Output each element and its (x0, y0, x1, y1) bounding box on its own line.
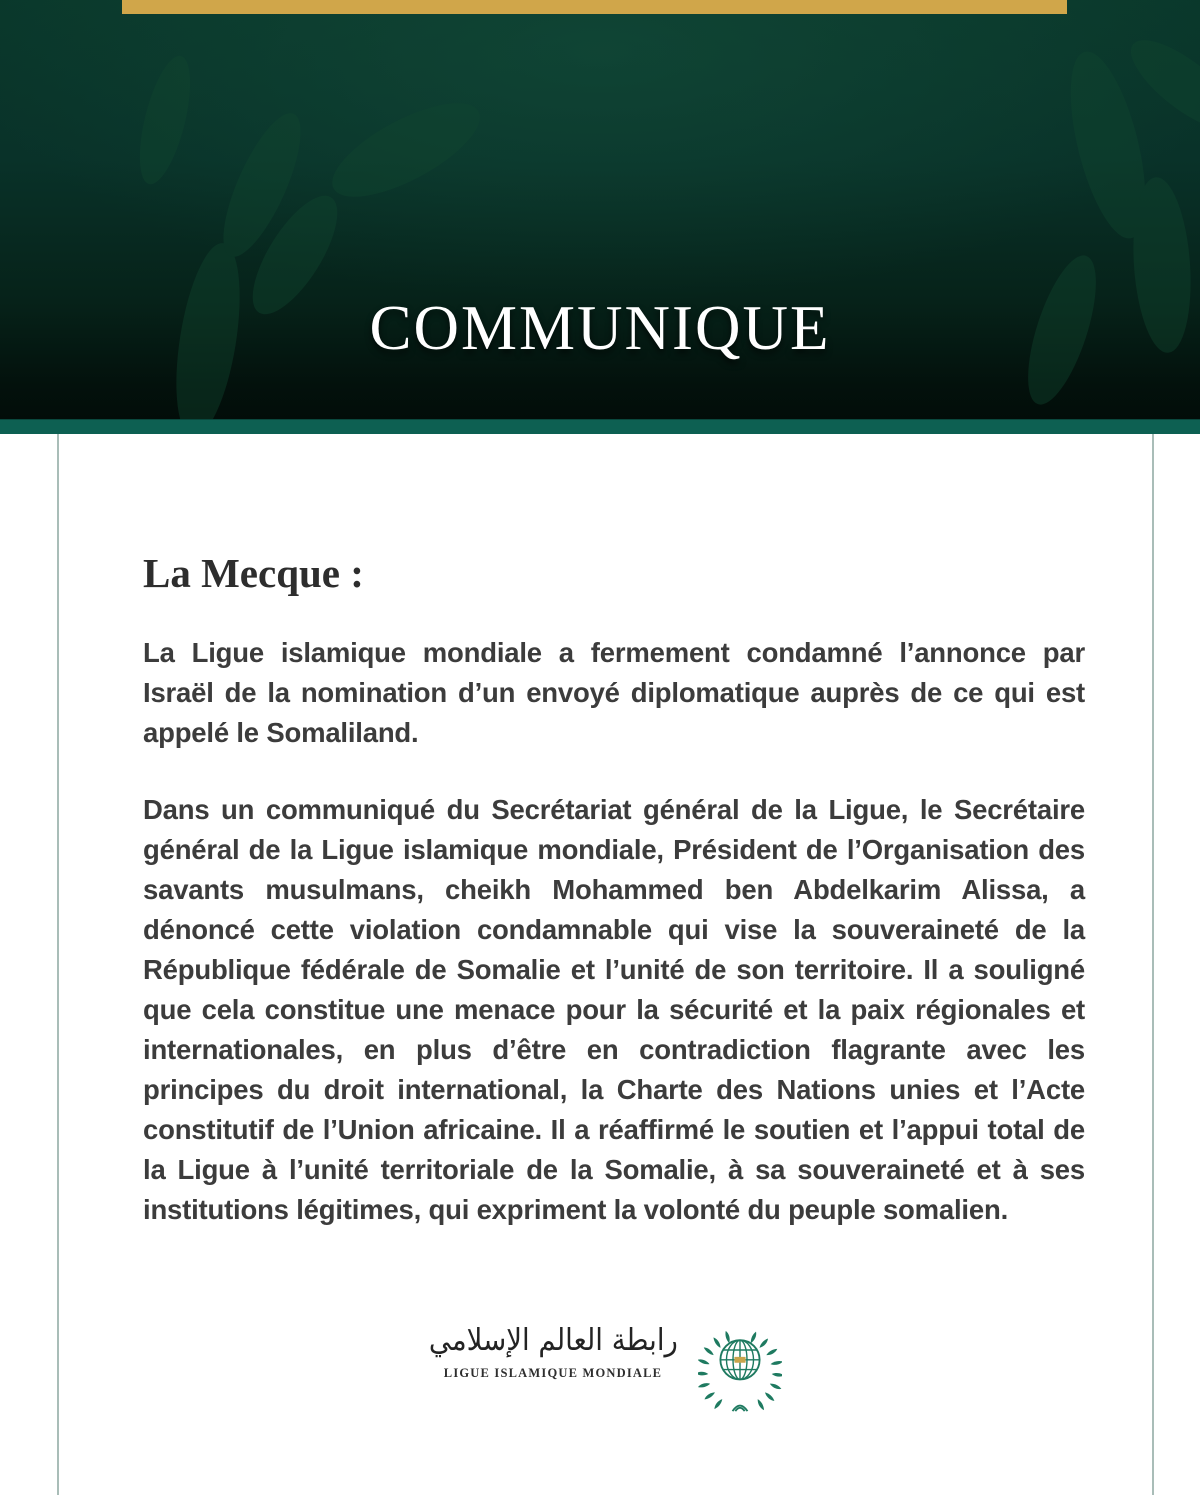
mwl-globe-wreath-emblem-icon (698, 1324, 782, 1418)
logo-arabic-calligraphy: رابطة العالم الإسلامي (428, 1323, 678, 1359)
document-body (0, 434, 1200, 1495)
logo-text-block (418, 1318, 689, 1381)
text-column (0, 434, 1085, 1230)
gold-accent-bar (122, 0, 1067, 14)
header-banner (0, 0, 1200, 419)
teal-divider-band (0, 419, 1200, 434)
paragraph-condemnation: La Ligue islamique mondiale a fermement condamné l’annonce par Israël de la nomination d’un envoyé diplomatique auprès de ce qui est appelé le Somaliland. (143, 637, 1085, 749)
left-vertical-rule (57, 434, 59, 1495)
paragraph-statement: Dans un communiqué du Secrétariat général de la Ligue, le Secrétaire général de la Ligue islamique mondiale, Président de l’Organisation des savants musulmans, cheikh Mohammed ben Abdelkarim Alissa, a dénoncé cette violation condamnable qui vise la souveraineté de la République fédérale de Somalie et l’unité de son territoire. Il a souligné que cela constitue une menace pour la sécurité et la paix régionales et internationales, en plus d’être en contradiction flagrante avec les principes du droit international, la Charte des Nations unies et l’Acte constitutif de l’Union africaine. Il a réaffirmé le soutien et l’appui total de la Ligue à l’unité territoriale de la Somalie, à sa souveraineté et à ses institutions légitimes, qui expriment la volonté du peuple somalien. (143, 794, 1085, 1226)
right-vertical-rule (1152, 434, 1154, 1495)
dateline-heading: La Mecque : (143, 550, 364, 596)
organization-logo (0, 1318, 1200, 1418)
communique-title: COMMUNIQUE (369, 293, 831, 363)
logo-wordmark: LIGUE ISLAMIQUE MONDIALE (443, 1366, 663, 1381)
kaaba-gold-mark (735, 1357, 746, 1363)
